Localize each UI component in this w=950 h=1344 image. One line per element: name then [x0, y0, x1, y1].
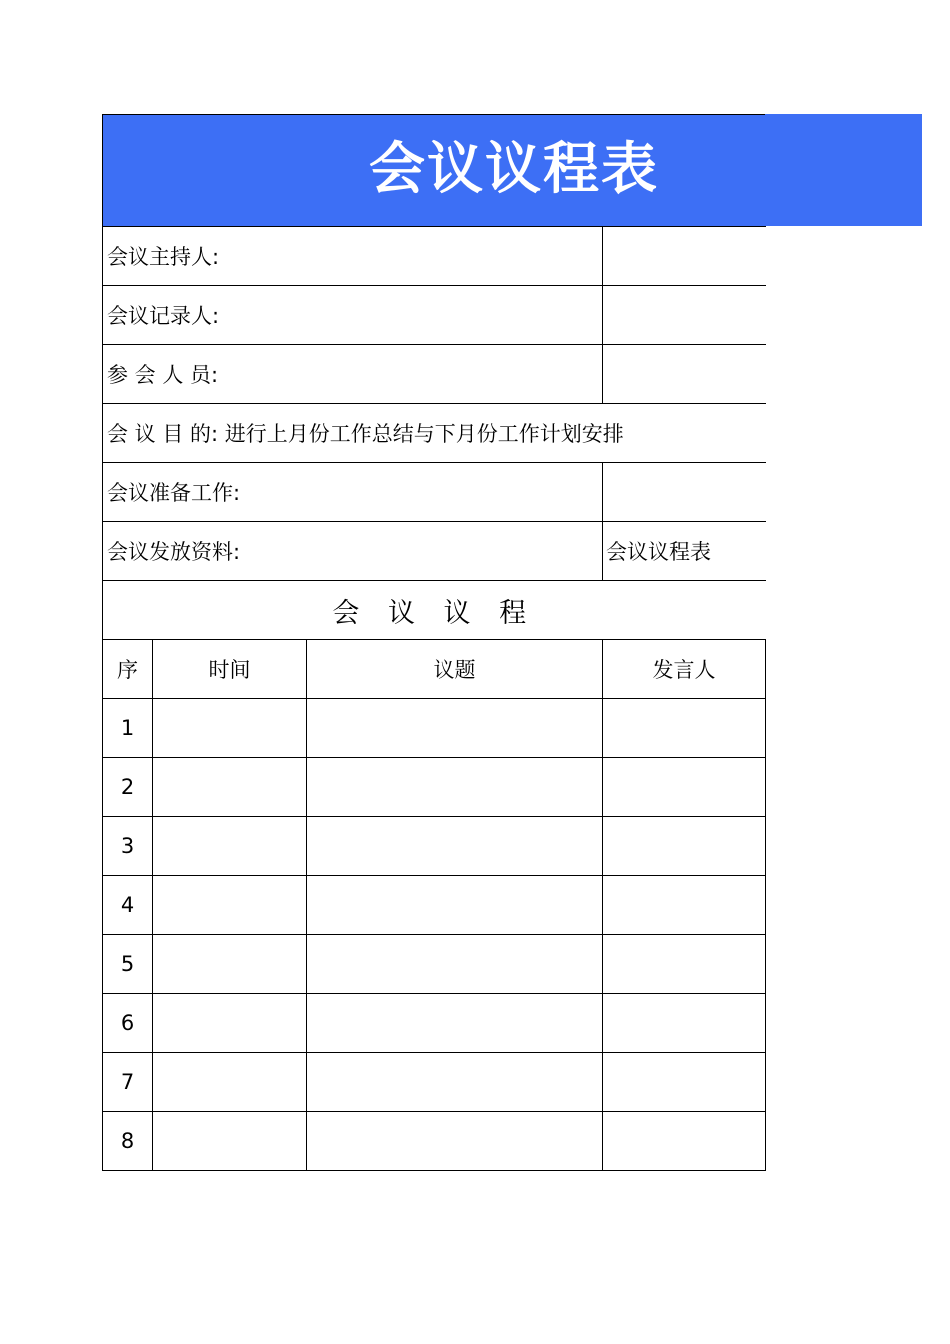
topic-cell[interactable] [307, 994, 603, 1053]
topic-cell[interactable] [307, 1112, 603, 1171]
time-cell[interactable] [153, 817, 307, 876]
row-index: 7 [103, 1053, 153, 1112]
row-index: 2 [103, 758, 153, 817]
agenda-section-title: 会 议 议 程 [103, 581, 766, 640]
purpose-row [103, 404, 766, 463]
header-topic: 议题 [307, 640, 603, 699]
table-row [103, 1112, 766, 1171]
attendees-label-text: 参 会 人 员: [107, 363, 219, 387]
host-label: 会议主持人: [103, 227, 603, 286]
speaker-cell[interactable] [603, 758, 766, 817]
agenda-header-row [103, 640, 766, 699]
purpose-value: 进行上月份工作总结与下月份工作计划安排 [224, 422, 624, 446]
materials-label: 会议发放资料: [103, 522, 603, 581]
time-cell[interactable] [153, 935, 307, 994]
time-cell[interactable] [153, 1053, 307, 1112]
agenda-section-row [103, 581, 766, 640]
speaker-cell[interactable] [603, 1112, 766, 1171]
host-value-cell[interactable] [603, 227, 766, 286]
row-index: 8 [103, 1112, 153, 1171]
time-cell[interactable] [153, 1112, 307, 1171]
page-title: 会议议程表 [369, 137, 659, 202]
agenda-form [102, 226, 766, 1171]
speaker-cell[interactable] [603, 699, 766, 758]
table-row [103, 758, 766, 817]
prep-label: 会议准备工作: [103, 463, 603, 522]
prep-row [103, 463, 766, 522]
table-row [103, 876, 766, 935]
header-time: 时间 [153, 640, 307, 699]
row-index: 1 [103, 699, 153, 758]
row-index: 4 [103, 876, 153, 935]
row-index: 5 [103, 935, 153, 994]
recorder-label: 会议记录人: [103, 286, 603, 345]
time-cell[interactable] [153, 876, 307, 935]
materials-value[interactable]: 会议议程表 [603, 522, 766, 581]
speaker-cell[interactable] [603, 876, 766, 935]
attendees-row [103, 345, 766, 404]
speaker-cell[interactable] [603, 817, 766, 876]
materials-row [103, 522, 766, 581]
header-index: 序 [103, 640, 153, 699]
table-row [103, 699, 766, 758]
attendees-label [103, 345, 603, 404]
prep-value-cell[interactable] [603, 463, 766, 522]
header-speaker: 发言人 [603, 640, 766, 699]
title-banner [102, 114, 922, 226]
topic-cell[interactable] [307, 876, 603, 935]
topic-cell[interactable] [307, 817, 603, 876]
recorder-value-cell[interactable] [603, 286, 766, 345]
speaker-cell[interactable] [603, 1053, 766, 1112]
topic-cell[interactable] [307, 758, 603, 817]
row-index: 6 [103, 994, 153, 1053]
time-cell[interactable] [153, 994, 307, 1053]
host-row [103, 227, 766, 286]
row-index: 3 [103, 817, 153, 876]
purpose-label: 会 议 目 的: [107, 422, 219, 446]
table-row [103, 817, 766, 876]
topic-cell[interactable] [307, 1053, 603, 1112]
purpose-cell[interactable] [103, 404, 766, 463]
time-cell[interactable] [153, 758, 307, 817]
attendees-value-cell[interactable] [603, 345, 766, 404]
table-row [103, 1053, 766, 1112]
recorder-row [103, 286, 766, 345]
speaker-cell[interactable] [603, 935, 766, 994]
topic-cell[interactable] [307, 935, 603, 994]
time-cell[interactable] [153, 699, 307, 758]
speaker-cell[interactable] [603, 994, 766, 1053]
table-row [103, 994, 766, 1053]
topic-cell[interactable] [307, 699, 603, 758]
table-row [103, 935, 766, 994]
